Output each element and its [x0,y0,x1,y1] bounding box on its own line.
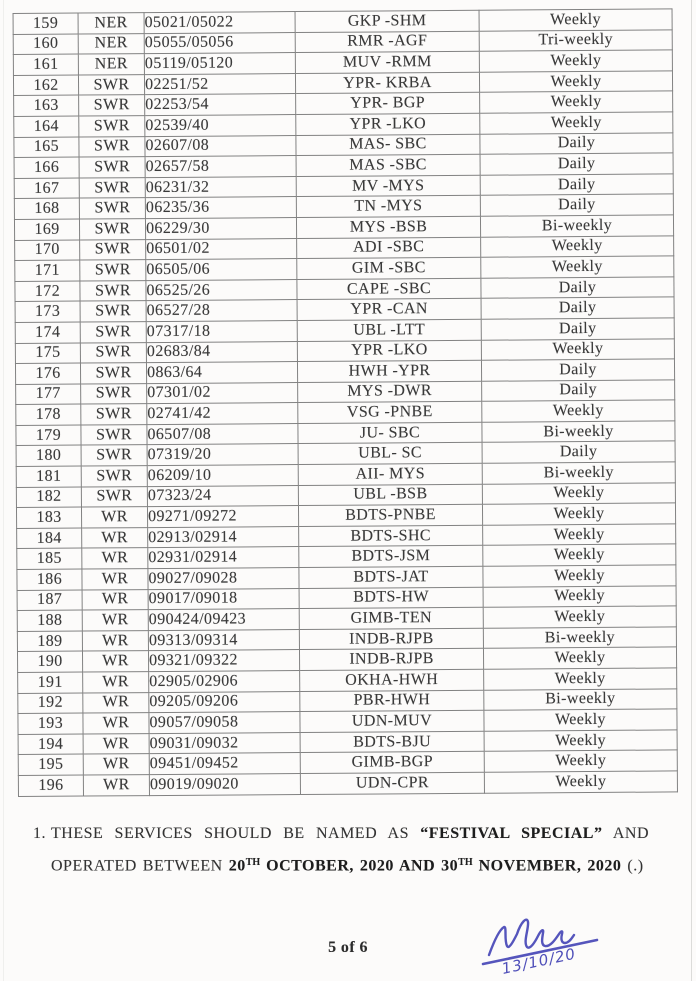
cell-route: YPR -LKO [296,113,480,135]
cell-sno: 194 [18,734,83,755]
cell-sno: 191 [18,672,83,693]
cell-frequency: Weekly [479,9,672,31]
cell-frequency: Weekly [483,606,676,628]
signature-graphic [475,900,635,981]
cell-trains: 09031/09032 [149,732,300,754]
cell-trains: 02607/08 [145,135,296,157]
cell-sno: 171 [15,260,80,281]
note-segment: TH [245,857,261,868]
cell-frequency: Daily [482,441,675,463]
scan-edge-artifact-left [3,0,4,981]
cell-frequency: Weekly [483,565,676,587]
cell-frequency: Bi-weekly [482,421,675,443]
cell-zone: WR [83,672,149,693]
cell-sno: 195 [18,754,83,775]
cell-trains: 09019/09020 [149,773,300,795]
cell-trains: 02253/54 [145,94,296,116]
cell-trains: 06501/02 [146,238,297,260]
cell-trains: 09271/09272 [147,506,298,528]
cell-route: YPR -CAN [297,299,481,321]
note-number: 1. [33,825,46,842]
cell-sno: 174 [15,322,80,343]
cell-route: OKHA-HWH [300,669,484,691]
cell-frequency: Weekly [484,771,677,793]
cell-sno: 186 [17,569,82,590]
table-body [13,9,677,796]
cell-zone: SWR [80,260,146,281]
cell-sno: 176 [15,363,80,384]
note-segment: 20 [228,857,246,875]
cell-trains: 05119/05120 [144,53,295,75]
cell-frequency: Bi-weekly [484,688,677,710]
cell-route: YPR -LKO [297,340,481,362]
page-number: 5 of 6 [328,939,368,956]
cell-zone: WR [83,754,149,775]
cell-trains: 06505/06 [146,259,297,281]
cell-route: MV -MYS [296,175,480,197]
cell-trains: 02741/42 [147,403,298,425]
cell-sno: 190 [17,651,82,672]
cell-route: MAS- SBC [296,134,480,156]
cell-zone: WR [82,610,148,631]
cell-route: GIMB-BGP [300,752,484,774]
cell-frequency: Daily [482,380,675,402]
cell-zone: NER [78,54,144,75]
cell-zone: WR [83,713,149,734]
cell-route: UBL -BSB [298,484,482,506]
cell-zone: WR [82,548,148,569]
signature-block [475,900,635,981]
cell-zone: SWR [78,74,144,95]
note-segment: NOVEMBER, 2020 [472,857,622,875]
cell-zone: SWR [79,177,145,198]
cell-zone: SWR [80,363,146,384]
cell-trains: 07317/18 [146,320,297,342]
cell-route: INDB-RJPB [299,628,483,650]
cell-trains: 06527/28 [146,300,297,322]
cell-sno: 185 [17,548,82,569]
cell-trains: 07319/20 [147,444,298,466]
cell-trains: 07323/24 [147,485,298,507]
cell-frequency: Weekly [480,91,673,113]
festival-special-services-table [13,8,678,796]
cell-route: MAS -SBC [296,154,480,176]
cell-frequency: Bi-weekly [480,215,673,237]
cell-zone: WR [82,589,148,610]
cell-frequency: Bi-weekly [482,462,675,484]
cell-trains: 09027/09028 [148,568,299,590]
cell-trains: 02539/40 [145,115,296,137]
cell-sno: 175 [15,343,80,364]
note-segment: OCTOBER, 2020 AND 30 [260,857,459,875]
cell-route: HWH -YPR [297,360,481,382]
cell-sno: 168 [14,198,79,219]
cell-trains: 05021/05022 [144,12,295,34]
cell-frequency: Weekly [479,71,672,93]
cell-trains: 02905/02906 [149,671,300,693]
cell-trains: 09321/09322 [148,650,299,672]
cell-zone: SWR [81,466,147,487]
cell-sno: 159 [13,13,78,34]
cell-trains: 07301/02 [147,382,298,404]
note-text [51,820,649,880]
cell-route: YPR- KRBA [295,72,479,94]
cell-frequency: Weekly [481,256,674,278]
cell-frequency: Daily [480,194,673,216]
cell-route: INDB-RJPB [299,649,483,671]
cell-sno: 160 [13,34,78,55]
cell-zone: WR [82,527,148,548]
cell-trains: 06209/10 [147,465,298,487]
cell-route: BDTS-JSM [299,546,483,568]
cell-zone: SWR [80,321,146,342]
cell-sno: 179 [16,425,81,446]
cell-frequency: Weekly [482,400,675,422]
cell-zone: WR [83,775,149,796]
cell-zone: SWR [81,486,147,507]
cell-zone: SWR [80,342,146,363]
cell-route: BDTS-JAT [299,566,483,588]
cell-trains: 06507/08 [147,423,298,445]
cell-sno: 180 [16,446,81,467]
cell-frequency: Daily [480,174,673,196]
cell-trains: 09017/09018 [148,588,299,610]
cell-trains: 02931/02914 [148,547,299,569]
cell-frequency: Weekly [484,750,677,772]
cell-sno: 196 [18,775,83,796]
cell-sno: 188 [17,610,82,631]
cell-frequency: Weekly [481,338,674,360]
cell-route: AII- MYS [298,463,482,485]
cell-route: UDN-MUV [300,710,484,732]
note-festival-special [33,820,649,880]
cell-zone: SWR [80,301,146,322]
cell-frequency: Weekly [483,647,676,669]
cell-route: RMR -AGF [295,31,479,53]
cell-sno: 187 [17,590,82,611]
cell-sno: 162 [13,75,78,96]
signature-date: 13/10/20 [500,944,578,978]
cell-frequency: Weekly [484,709,677,731]
cell-sno: 177 [16,384,81,405]
cell-route: GIM -SBC [297,257,481,279]
cell-route: MYS -BSB [296,216,480,238]
cell-sno: 184 [17,528,82,549]
cell-zone: SWR [79,136,145,157]
cell-frequency: Weekly [482,503,675,525]
note-segment: AND [602,825,650,842]
cell-frequency: Bi-weekly [483,627,676,649]
cell-sno: 167 [14,178,79,199]
cell-frequency: Weekly [483,586,676,608]
cell-sno: 178 [16,404,81,425]
cell-route: GIMB-TEN [299,607,483,629]
cell-trains: 06525/26 [146,279,297,301]
cell-route: BDTS-SHC [299,525,483,547]
cell-trains: 09205/09206 [149,691,300,713]
cell-trains: 0863/64 [146,362,297,384]
cell-route: BDTS-BJU [300,731,484,753]
scan-edge-artifact-right [691,0,692,981]
cell-frequency: Weekly [479,50,672,72]
cell-zone: SWR [79,95,145,116]
cell-route: BDTS-PNBE [298,505,482,527]
cell-sno: 193 [18,713,83,734]
services-table-wrapper [13,8,678,796]
cell-zone: SWR [79,116,145,137]
cell-zone: WR [82,651,148,672]
cell-zone: WR [83,733,149,754]
cell-route: UDN-CPR [300,772,484,794]
cell-frequency: Weekly [482,483,675,505]
cell-zone: SWR [80,280,146,301]
cell-trains: 05055/05056 [144,32,295,54]
cell-sno: 166 [14,157,79,178]
cell-zone: WR [82,630,148,651]
cell-frequency: Tri-weekly [479,30,672,52]
cell-trains: 06235/36 [145,197,296,219]
cell-zone: SWR [79,157,145,178]
cell-sno: 182 [16,487,81,508]
cell-trains: 090424/09423 [148,609,299,631]
cell-frequency: Weekly [480,112,673,134]
cell-route: MYS -DWR [298,381,482,403]
cell-route: UBL -LTT [297,319,481,341]
cell-zone: WR [81,507,147,528]
cell-zone: WR [82,569,148,590]
cell-zone: SWR [81,404,147,425]
note-line-2 [51,848,649,880]
cell-zone: NER [78,13,144,34]
cell-zone: NER [78,33,144,54]
cell-trains: 02251/52 [144,73,295,95]
cell-frequency: Weekly [481,235,674,257]
cell-frequency: Weekly [483,524,676,546]
cell-sno: 172 [15,281,80,302]
cell-frequency: Daily [481,297,674,319]
cell-trains: 09451/09452 [149,753,300,775]
cell-frequency: Weekly [483,544,676,566]
cell-sno: 189 [17,631,82,652]
cell-route: MUV -RMM [295,51,479,73]
cell-sno: 161 [13,54,78,75]
cell-frequency: Daily [481,277,674,299]
cell-sno: 192 [18,693,83,714]
note-segment: TH [458,857,473,868]
cell-route: UBL- SC [298,443,482,465]
note-line-1 [51,820,649,848]
cell-zone: SWR [81,424,147,445]
cell-route: JU- SBC [298,422,482,444]
cell-sno: 173 [15,301,80,322]
cell-sno: 181 [16,466,81,487]
note-segment: THESE SERVICES SHOULD BE NAMED AS [51,825,421,842]
note-segment: “FESTIVAL SPECIAL” [420,825,603,842]
cell-sno: 165 [14,137,79,158]
cell-route: TN -MYS [296,196,480,218]
cell-route: YPR- BGP [296,93,480,115]
cell-route: BDTS-HW [299,587,483,609]
cell-trains: 06229/30 [145,217,296,239]
cell-route: CAPE -SBC [297,278,481,300]
cell-sno: 170 [15,240,80,261]
cell-route: GKP -SHM [295,10,479,32]
cell-zone: SWR [81,445,147,466]
cell-sno: 169 [14,219,79,240]
table-row [18,771,677,796]
cell-zone: WR [83,692,149,713]
cell-trains: 02657/58 [145,156,296,178]
cell-route: PBR-HWH [300,690,484,712]
cell-route: VSG -PNBE [298,402,482,424]
cell-frequency: Weekly [484,730,677,752]
cell-zone: SWR [80,239,146,260]
cell-trains: 02683/84 [146,341,297,363]
cell-route: ADI -SBC [297,237,481,259]
cell-trains: 09057/09058 [149,712,300,734]
cell-frequency: Daily [480,132,673,154]
cell-zone: SWR [81,383,147,404]
cell-trains: 02913/02914 [148,526,299,548]
cell-sno: 183 [16,507,81,528]
cell-frequency: Daily [480,153,673,175]
cell-frequency: Daily [481,318,674,340]
cell-zone: SWR [79,219,145,240]
cell-sno: 163 [14,95,79,116]
cell-trains: 06231/32 [145,176,296,198]
cell-frequency: Daily [481,359,674,381]
cell-trains: 09313/09314 [148,629,299,651]
note-segment: (.) [621,857,644,875]
cell-frequency: Weekly [484,668,677,690]
note-segment: OPERATED BETWEEN [51,857,229,875]
cell-zone: SWR [79,198,145,219]
cell-sno: 164 [14,116,79,137]
